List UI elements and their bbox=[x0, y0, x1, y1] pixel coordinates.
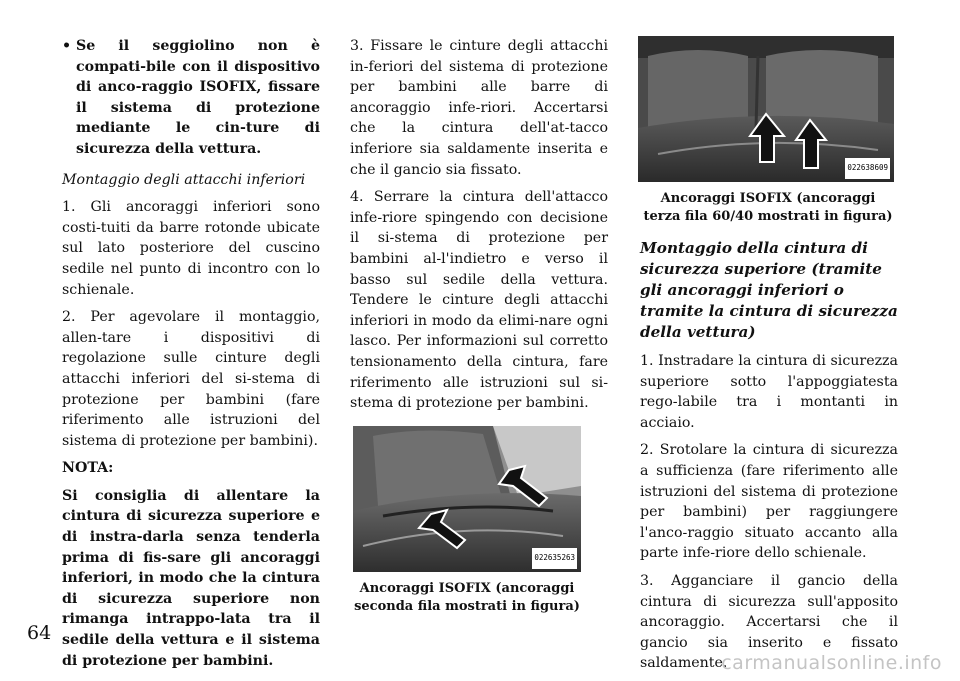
page-number: 64 bbox=[27, 622, 52, 644]
paragraph-step-2: 2. Per agevolare il montaggio, allen-tare i dispositivi di regolazione sulle cinture degli attacchi inferiori del si-stema di protezione per bambini (fare riferimento alle istruzioni del sistema di protezione per bambini). bbox=[62, 309, 320, 449]
paragraph-step-3: 3. Agganciare il gancio della cintura di sicurezza sull'apposito ancoraggio. Accertarsi che il gancio sia inserito e fissato saldamente. bbox=[640, 572, 898, 672]
watermark: carmanualsonline.info bbox=[721, 652, 942, 674]
paragraph-step-1: 1. Gli ancoraggi inferiori sono costi-tuiti da barre rotonde ubicate sul lato posteriore del cuscino sedile nel punto di incontro con lo schienale. bbox=[62, 199, 320, 298]
column-left bbox=[62, 36, 320, 678]
section-heading-lower-anchors: Montaggio degli attacchi inferiori bbox=[62, 171, 306, 188]
paragraph-step-4: 4. Serrare la cintura dell'attacco infe-riore spingendo con decisione il si-stema di protezione per bambini al-l'indietro e verso il basso sul sedile della vettura. Tendere le cinture degli attacchi inferiori in modo da elimi-nare ogni lasco. Per informazioni sul corretto tensionamento della cintura, fare riferimento alle istruzioni sul si-stema di protezione per bambini. bbox=[350, 189, 608, 412]
note-text: Si consiglia di allentare la cintura di sicurezza superiore e di instra-darla senza tenderla prima di fis-sare gli ancoraggi inferiori, in modo che la cintura di sicurezza superiore non rimanga intrappo-lata tra il sedile della vettura e il sistema di protezione per bambini. bbox=[62, 487, 320, 669]
figure-third-row-anchors bbox=[638, 36, 894, 182]
figure-code: 022635263 bbox=[532, 548, 577, 569]
column-right bbox=[640, 36, 898, 681]
figure-code: 022638609 bbox=[845, 158, 890, 179]
bullet-text: Se il seggiolino non è compati-bile con il dispositivo di anco-raggio ISOFIX, fissare il sistema di protezione mediante le cin-ture di sicurezza della vettura. bbox=[76, 38, 320, 157]
bullet-item bbox=[62, 36, 320, 160]
paragraph-step-3: 3. Fissare le cinture degli attacchi in-feriori del sistema di protezione per bambini alle barre di ancoraggio infe-riori. Accertarsi che la cintura dell'at-tacco inferiore sia saldamente inserita e che il gancio sia fissato. bbox=[350, 38, 608, 178]
paragraph-step-2: 2. Srotolare la cintura di sicurezza a sufficienza (fare riferimento alle istruzioni del sistema di protezione per bambini) per raggiungere l'anco-raggio situato accanto alla parte infe-riore dello schienale. bbox=[640, 442, 898, 562]
bullet-dot: • bbox=[62, 38, 72, 54]
section-heading-top-tether: Montaggio della cintura di sicurezza superiore (tramite gli ancoraggi inferiori o tramite la cintura di sicurezza della vettura) bbox=[640, 239, 898, 341]
note-label: NOTA: bbox=[62, 460, 114, 477]
figure-second-row-anchors bbox=[353, 426, 581, 572]
paragraph-step-1: 1. Instradare la cintura di sicurezza superiore sotto l'appoggiatesta rego-labile tra i montanti in acciaio. bbox=[640, 353, 898, 431]
column-middle bbox=[350, 36, 608, 616]
figure-caption: Ancoraggi ISOFIX (ancoraggi terza fila 60/40 mostrati in figura) bbox=[643, 191, 893, 224]
figure-caption: Ancoraggi ISOFIX (ancoraggi seconda fila mostrati in figura) bbox=[354, 580, 580, 614]
